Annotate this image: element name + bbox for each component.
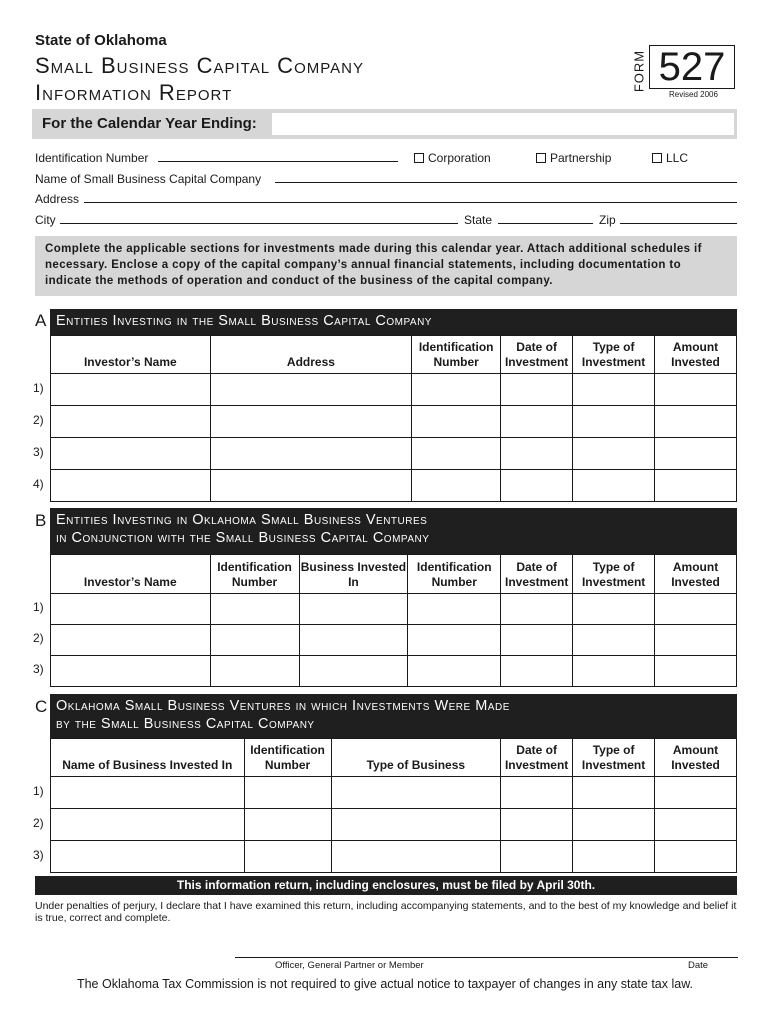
header-identification-number: Identification Number <box>412 336 501 374</box>
section-b-title-line2: in Conjunction with the Small Business Capital Company <box>56 530 430 546</box>
form-word: FORM <box>631 49 647 93</box>
section-b-table <box>50 554 737 687</box>
section-c-letter: C <box>35 697 48 716</box>
city-input[interactable] <box>60 223 458 224</box>
date-label: Date <box>688 960 709 971</box>
row-number: 2) <box>33 816 44 830</box>
id-number-input[interactable] <box>158 161 398 162</box>
instructions-box: Complete the applicable sections for investments made during this calendar year. Attach additional schedules if necessary. Enclose a copy of the capital company’s annual financial statements, including documentation to indicate the methods of operation and conduct of the business of the capital company. <box>35 236 737 296</box>
table-row <box>51 809 737 841</box>
form-title-line1: Small Business Capital Company <box>35 53 364 78</box>
row-number: 1) <box>33 381 44 395</box>
header-amount-invested: Amount Invested <box>655 739 737 777</box>
section-c-title-line2: by the Small Business Capital Company <box>56 716 315 732</box>
header-identification-number: Identification Number <box>244 739 331 777</box>
section-b-title-line1: Entities Investing in Oklahoma Small Business Ventures <box>56 512 428 528</box>
header-name-of-business: Name of Business Invested In <box>51 739 245 777</box>
state-input[interactable] <box>498 223 593 224</box>
calendar-year-input[interactable] <box>272 113 734 135</box>
header-date-of-investment: Date of Investment <box>501 555 573 594</box>
table-row <box>51 841 737 873</box>
header-amount-invested: Amount Invested <box>655 336 737 374</box>
header-investor-name: Investor’s Name <box>51 336 211 374</box>
llc-label: LLC <box>666 151 689 165</box>
state-name: State of Oklahoma <box>35 32 167 49</box>
table-row <box>51 438 737 470</box>
header-identification-number: Identification Number <box>210 555 299 594</box>
perjury-statement: Under penalties of perjury, I declare that I have examined this return, including accompanying statements, and to the best of my knowledge and belief it is true, correct and complete. <box>35 900 737 924</box>
city-label: City <box>35 213 56 227</box>
section-c-title-line1: Oklahoma Small Business Ventures in which Investments Were Made <box>56 698 510 714</box>
partnership-label: Partnership <box>550 151 612 165</box>
row-number: 3) <box>33 662 44 676</box>
table-row <box>51 594 737 625</box>
corporation-checkbox[interactable] <box>414 153 424 163</box>
id-number-label: Identification Number <box>35 151 149 165</box>
header-identification-number: Identification Number <box>408 555 501 594</box>
row-number: 1) <box>33 600 44 614</box>
llc-checkbox[interactable] <box>652 153 662 163</box>
row-number: 4) <box>33 477 44 491</box>
llc-option[interactable] <box>652 151 688 165</box>
table-row <box>51 625 737 656</box>
form-number-box <box>627 45 737 105</box>
row-number: 3) <box>33 445 44 459</box>
state-label: State <box>464 213 493 227</box>
header-type-of-investment: Type of Investment <box>573 555 655 594</box>
row-number: 2) <box>33 413 44 427</box>
revised-date: Revised 2006 <box>669 90 718 99</box>
header-address: Address <box>210 336 412 374</box>
company-name-input[interactable] <box>275 182 737 183</box>
address-label: Address <box>35 192 80 206</box>
row-number: 3) <box>33 848 44 862</box>
form-number: 527 <box>649 45 735 89</box>
header-business-invested-in: Business Invested In <box>299 555 408 594</box>
table-row <box>51 656 737 687</box>
header-type-of-investment: Type of Investment <box>573 336 655 374</box>
row-number: 1) <box>33 784 44 798</box>
header-amount-invested: Amount Invested <box>655 555 737 594</box>
section-a-table <box>50 335 737 502</box>
section-a-title: Entities Investing in the Small Business Capital Company <box>50 309 737 335</box>
corporation-label: Corporation <box>428 151 491 165</box>
form-title-line2: Information Report <box>35 80 233 105</box>
header-investor-name: Investor’s Name <box>51 555 211 594</box>
signature-line[interactable] <box>235 957 738 958</box>
zip-label: Zip <box>599 213 616 227</box>
calendar-year-bar <box>32 109 737 139</box>
section-c-table <box>50 738 737 873</box>
section-c-title <box>50 694 737 738</box>
header-date-of-investment: Date of Investment <box>501 739 573 777</box>
header-date-of-investment: Date of Investment <box>501 336 573 374</box>
table-row <box>51 406 737 438</box>
section-a-letter: A <box>35 311 47 330</box>
header-type-of-business: Type of Business <box>331 739 501 777</box>
company-name-label: Name of Small Business Capital Company <box>35 172 262 186</box>
corporation-option[interactable] <box>414 151 491 165</box>
tax-notice: The Oklahoma Tax Commission is not required to give actual notice to taxpayer of changes in any state tax law. <box>76 977 694 991</box>
section-b-letter: B <box>35 511 47 530</box>
header-type-of-investment: Type of Investment <box>573 739 655 777</box>
partnership-checkbox[interactable] <box>536 153 546 163</box>
signer-label: Officer, General Partner or Member <box>275 960 424 971</box>
filing-deadline-bar: This information return, including enclosures, must be filed by April 30th. <box>35 876 737 895</box>
table-row <box>51 374 737 406</box>
row-number: 2) <box>33 631 44 645</box>
table-row <box>51 470 737 502</box>
address-input[interactable] <box>84 202 737 203</box>
table-row <box>51 777 737 809</box>
section-b-title <box>50 508 737 554</box>
calendar-year-label: For the Calendar Year Ending: <box>42 115 257 132</box>
partnership-option[interactable] <box>536 151 611 165</box>
zip-input[interactable] <box>620 223 737 224</box>
